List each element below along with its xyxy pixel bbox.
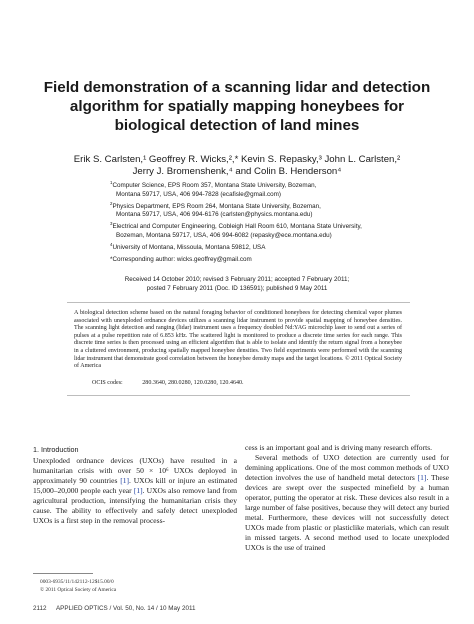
right-column [245, 443, 449, 554]
abstract-top-rule [67, 302, 410, 303]
intro-text-b: . UXOs kill or injure an estimated 15,000–20,000 people each year [33, 476, 238, 496]
abstract: A biological detection scheme based on the natural foraging behavior of conditioned honeybees for detecting chemical vapor plumes associated with unexploded ordnance devices utilizes a scanning lidar instrument to provide spatial mapping of honeybee densities. The scanning light detection and ranging (lidar) instrument uses a frequency doubled Nd:YAG microchip laser to send out a series of pulses at a pulse repetition rate of 6.853 kHz. The scattered light is monitored to produce a discrete time series for each range. This discrete time series is then processed using an efficient algorithm that is able to isolate and identify the return signal from a honeybee in a cluttered environment, producing spatially mapped honeybee densities. Two field experiments were performed with the scanning lidar instrument that demonstrate good correlation between the honeybee density maps and the target locations. © 2011 Optical Society of America [74, 310, 402, 370]
citation-link[interactable]: [1] [133, 486, 143, 496]
affiliation-text: Computer Science, EPS Room 357, Montana State University, Bozeman, [112, 182, 317, 189]
journal-citation: APPLIED OPTICS / Vol. 50, No. 14 / 10 May 2011 [55, 605, 196, 612]
authors-line-1: Erik S. Carlsten,¹ Geoffrey R. Wicks,²,* Kevin S. Repasky,³ John L. Carlsten,² [73, 154, 401, 165]
affiliation-contact: Montana 59717, USA, 406 994-6176 (carlsten@physics.montana.edu) [116, 211, 313, 219]
paper-title: Field demonstration of a scanning lidar and detection algorithm for spatially mapping honeybees for biological detection of land mines [43, 79, 431, 134]
page-footer [33, 605, 443, 612]
citation-link[interactable]: [1] [417, 473, 427, 483]
left-column [33, 456, 237, 526]
ocis-label: OCIS codes: [92, 380, 123, 386]
affiliation-1 [110, 179, 410, 199]
abstract-bottom-rule [67, 395, 410, 396]
footnote-code: 0003-6935/11/142112-12$15.00/0 [40, 579, 114, 585]
affiliations [110, 179, 410, 268]
affiliation-2 [110, 200, 410, 220]
ocis-codes [92, 380, 402, 388]
affiliation-contact: Bozeman, Montana 59717, USA, 406 994-6082 (repasky@ece.montana.edu) [116, 231, 332, 239]
affiliation-number: 3 [110, 221, 113, 227]
affiliation-number: 4 [110, 241, 113, 247]
dates-line-1: Received 14 October 2010; revised 3 February 2011; accepted 7 February 2011; [124, 276, 350, 283]
citation-link[interactable]: [1] [120, 476, 130, 486]
affiliation-text: Physics Department, EPS Room 264, Montana State University, Bozeman, [112, 202, 321, 210]
footnote-copyright: © 2011 Optical Society of America [40, 587, 117, 594]
affiliation-number: 1 [110, 179, 113, 185]
author-list [40, 154, 434, 178]
copyright-footnote [40, 578, 230, 595]
page-number: 2112 [33, 605, 47, 612]
intro-text-d: Several methods of UXO detection are currently used for demining applications. One of the most common methods of UXO detection involves the use of handheld metal detectors [245, 453, 449, 483]
publication-dates [60, 275, 414, 293]
intro-text-c: . UXOs also remove land from agricultural production, intensifying the humanitarian crisis they cause. The ability to effectively and safely detect unexploded UXOs is a first step in the removal process [33, 486, 237, 526]
intro-paragraph-1-cont: cess is an important goal and is driving many research efforts. [245, 443, 433, 452]
intro-paragraph-1: Unexploded ordnance devices (UXOs) have resulted in a humanitarian crisis with over 50 × 10⁶ UXOs deployed in approximately 90 countries [1]. UXOs kill or injure an estimated 15,000–20,000 people each year [1]. UXOs also remove land from agricultural production, intensifying the humanitarian crisis they cause. The ability to effectively and safely detect unexploded UXOs is a first step in the removal process- [33, 456, 238, 526]
affiliation-4 [110, 241, 410, 253]
intro-text-a: Unexploded ordnance devices (UXOs) have resulted in a humanitarian crisis with over 50 × 10⁶ UXOs deployed in approximately 90 countries [33, 456, 237, 486]
corresponding-author: *Corresponding author: wicks.geoffrey@gmail.com [110, 256, 252, 264]
authors-line-2: Jerry J. Bromenshenk,⁴ and Colin B. Henderson⁴ [132, 166, 342, 177]
section-heading-introduction: 1. Introduction [33, 445, 79, 454]
affiliation-contact: Montana 59717, USA, 406 994-7828 (ecafisle@gmail.com) [116, 190, 281, 198]
affiliation-text: University of Montana, Missoula, Montana 59812, USA [112, 244, 266, 252]
affiliation-number: 2 [110, 200, 113, 206]
footnote-rule [33, 573, 93, 574]
intro-text-e: . These devices are swept over the suspected minefield by a human operator, putting the operator at risk. These devices also result in a large number of false positives, because they will detect any buried metal. Furthermore, these devices will not successfully detect UXOs made from plastic or plasticlike materials, which can result in missed targets. A second method used to locate unexploded UXOs is the use of trained [245, 473, 449, 553]
affiliation-3 [110, 223, 410, 240]
intro-paragraph-2 [245, 453, 449, 553]
ocis-values: 280.3640, 280.0280, 120.0280, 120.4640. [142, 380, 244, 386]
affiliation-text: Electrical and Computer Engineering, Cobleigh Hall Room 610, Montana State University, [112, 223, 362, 231]
dates-line-2: posted 7 February 2011 (Doc. ID 136591); published 9 May 2011 [146, 285, 328, 293]
